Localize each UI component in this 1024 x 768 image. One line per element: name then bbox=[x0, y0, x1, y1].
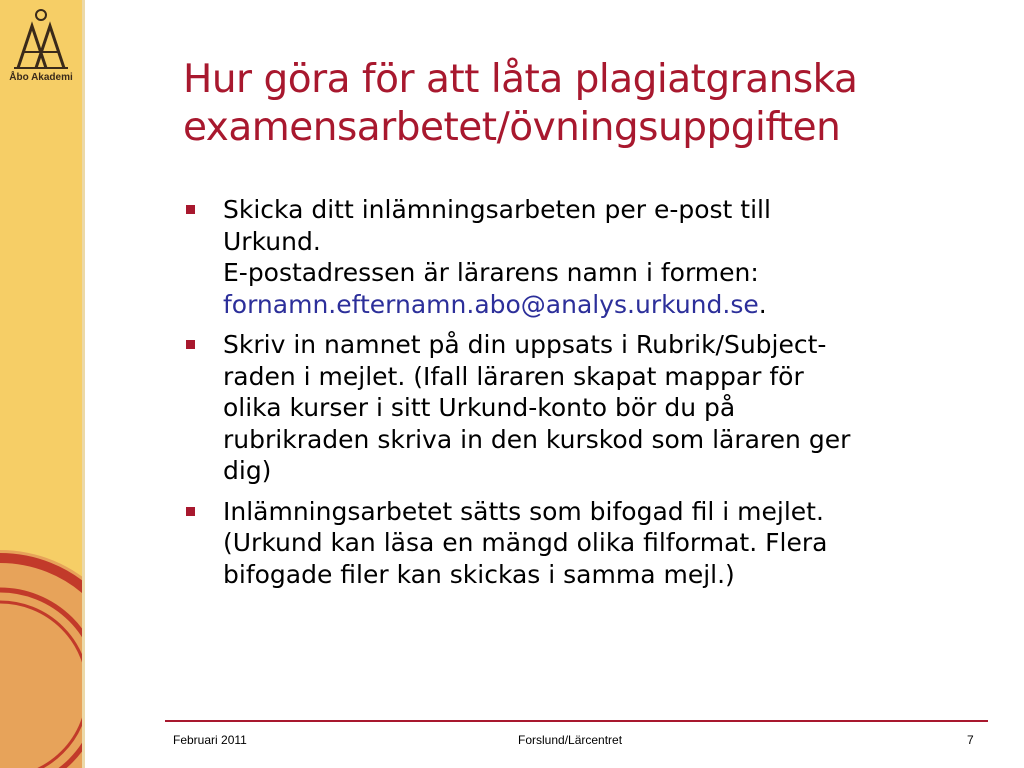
abo-akademi-logo bbox=[4, 8, 78, 83]
bullet-list bbox=[186, 194, 986, 599]
bullet-1-line-4 bbox=[223, 289, 986, 321]
logo-text: Åbo Akademi bbox=[9, 72, 73, 83]
bullet-3-line-3: bifogade filer kan skickas i samma mejl.) bbox=[223, 559, 735, 589]
sidebar-edge bbox=[82, 0, 85, 768]
logo-emblem-icon bbox=[12, 8, 70, 70]
bullet-2-line-2: raden i mejlet. (Ifall läraren skapat mappar för bbox=[223, 361, 804, 391]
square-bullet-icon bbox=[186, 340, 195, 349]
bullet-2-line-5: dig) bbox=[223, 456, 272, 485]
email-link[interactable]: fornamn.efternamn.abo@analys.urkund.se bbox=[223, 289, 759, 319]
bullet-1-line-2: Urkund. bbox=[223, 226, 321, 256]
footer-date: Februari 2011 bbox=[173, 733, 247, 747]
bullet-2-line-3: olika kurser i sitt Urkund-konto bör du på bbox=[223, 393, 736, 422]
sidebar bbox=[0, 0, 82, 768]
slide-title bbox=[183, 56, 983, 152]
title-line-1: Hur göra för att låta plagiatgranska bbox=[183, 57, 858, 102]
bullet-3-line-1: Inlämningsarbetet sätts som bifogad fil i mejlet. bbox=[223, 496, 824, 526]
footer-author: Forslund/Lärcentret bbox=[518, 733, 623, 747]
bullet-2-line-1: Skriv in namnet på din uppsats i Rubrik/Subject- bbox=[223, 330, 827, 359]
email-suffix: . bbox=[758, 289, 767, 319]
footer-rule bbox=[165, 720, 988, 722]
bullet-1-line-3: E-postadressen är lärarens namn i formen: bbox=[223, 258, 759, 287]
bullet-item-1 bbox=[186, 194, 986, 320]
square-bullet-icon bbox=[186, 205, 195, 214]
bullet-item-2 bbox=[186, 329, 986, 487]
bullet-3-line-2: (Urkund kan läsa en mängd olika filformat. Flera bbox=[223, 528, 828, 557]
bullet-2-line-4: rubrikraden skriva in den kurskod som läraren ger bbox=[223, 424, 851, 454]
title-line-2: examensarbetet/övningsuppgiften bbox=[183, 105, 841, 150]
footer-page-number: 7 bbox=[967, 733, 974, 747]
bullet-item-3 bbox=[186, 496, 986, 591]
bullet-1-line-1: Skicka ditt inlämningsarbeten per e-post till bbox=[223, 195, 771, 224]
square-bullet-icon bbox=[186, 507, 195, 516]
university-seal-icon bbox=[0, 540, 82, 768]
